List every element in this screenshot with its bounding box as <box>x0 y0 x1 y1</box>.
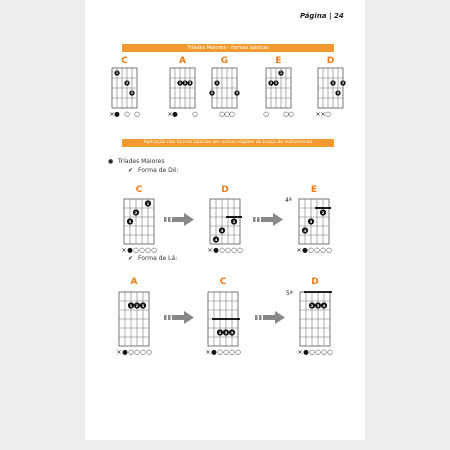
finger-number: 2 <box>269 81 273 86</box>
finger-number: 3 <box>274 81 278 86</box>
finger-number: 2 <box>341 81 345 86</box>
finger-number: 3 <box>316 302 320 308</box>
finger-number: 2 <box>232 218 236 224</box>
page-number: Página | 24 <box>300 12 344 20</box>
chord-name: C <box>121 56 128 66</box>
string-marker: ○ <box>229 348 235 356</box>
finger-number: 3 <box>309 218 313 224</box>
la-shape-label: Forma de Lá: <box>138 255 178 262</box>
chord-name: A <box>179 56 186 66</box>
string-marker: ○ <box>223 348 229 356</box>
bullet-icon: ● <box>108 158 114 165</box>
string-marker: ● <box>211 348 217 356</box>
finger-number: 3 <box>188 81 192 86</box>
string-marker: × <box>297 348 303 356</box>
string-marker: ○ <box>151 246 157 254</box>
finger-number: 1 <box>129 302 133 308</box>
section2-banner: Aplicação das formas básicas em outras regiões do braço do instrumento <box>122 139 334 147</box>
finger-number: 3 <box>235 91 239 96</box>
finger-number: 2 <box>310 302 314 308</box>
string-marker: ● <box>114 110 120 118</box>
chord-name: G <box>220 56 229 66</box>
string-marker: ● <box>172 110 178 118</box>
string-marker: ○ <box>321 348 327 356</box>
chord-name: D <box>311 277 319 287</box>
string-marker: ○ <box>237 246 243 254</box>
finger-number: 1 <box>215 81 219 86</box>
string-marker: ○ <box>235 348 241 356</box>
finger-number: 2 <box>135 302 139 308</box>
finger-number: 4 <box>303 227 307 233</box>
triads-label: Tríades Maiores <box>118 158 165 165</box>
finger-number: 3 <box>220 227 224 233</box>
string-marker: ○ <box>326 246 332 254</box>
finger-number: 2 <box>134 209 138 215</box>
finger-number: 4 <box>322 302 326 308</box>
string-marker: ○ <box>124 110 130 118</box>
string-marker: ○ <box>219 110 225 118</box>
chord-name: A <box>130 277 138 287</box>
string-marker: ○ <box>325 110 331 118</box>
string-marker: × <box>296 246 302 254</box>
fret-position-label: 4ª <box>285 197 292 204</box>
finger-number: 2 <box>218 329 222 335</box>
chord-name: D <box>326 56 335 66</box>
finger-number: 4 <box>230 329 234 335</box>
finger-number: 2 <box>125 81 129 86</box>
string-marker: ● <box>302 246 308 254</box>
string-marker: ● <box>303 348 309 356</box>
finger-number: 4 <box>214 236 218 242</box>
string-marker: ○ <box>134 110 140 118</box>
finger-number: 2 <box>183 81 187 86</box>
string-marker: ○ <box>308 246 314 254</box>
finger-number: 2 <box>210 91 214 96</box>
string-marker: ● <box>127 246 133 254</box>
check-icon: ✔ <box>128 255 134 262</box>
string-marker: ○ <box>134 348 140 356</box>
finger-number: 1 <box>115 71 119 76</box>
chord-name: E <box>310 185 318 195</box>
string-marker: × <box>116 348 122 356</box>
chord-name: C <box>219 277 227 287</box>
finger-number: 2 <box>321 209 325 215</box>
string-marker: ○ <box>309 348 315 356</box>
string-marker: ○ <box>231 246 237 254</box>
chord-name: C <box>135 185 143 195</box>
string-marker: ○ <box>146 348 152 356</box>
arrow-icon <box>253 213 283 226</box>
string-marker: ○ <box>217 348 223 356</box>
finger-number: 3 <box>130 91 134 96</box>
finger-number: 3 <box>141 302 145 308</box>
string-marker: ○ <box>219 246 225 254</box>
string-marker: ○ <box>314 246 320 254</box>
arrow-icon <box>164 311 194 324</box>
string-marker: ○ <box>263 110 269 118</box>
do-shape-label: Forma de Dó: <box>138 167 179 174</box>
finger-number: 1 <box>279 71 283 76</box>
fret-position-label: 5ª <box>286 290 293 297</box>
string-marker: × <box>109 110 115 118</box>
string-marker: ○ <box>224 110 230 118</box>
string-marker: × <box>121 246 127 254</box>
section1-banner: Tríades Maiores - formas básicas <box>122 44 334 52</box>
string-marker: × <box>205 348 211 356</box>
finger-number: 1 <box>331 81 335 86</box>
arrow-icon <box>255 311 285 324</box>
string-marker: ○ <box>128 348 134 356</box>
string-marker: ● <box>122 348 128 356</box>
string-marker: ○ <box>229 110 235 118</box>
string-marker: ○ <box>133 246 139 254</box>
string-marker: ○ <box>225 246 231 254</box>
string-marker: ○ <box>140 348 146 356</box>
string-marker: ○ <box>327 348 333 356</box>
string-marker: ○ <box>288 110 294 118</box>
finger-number: 3 <box>224 329 228 335</box>
check-icon: ✔ <box>128 167 134 174</box>
string-marker: ○ <box>192 110 198 118</box>
finger-number: 1 <box>178 81 182 86</box>
chord-name: D <box>221 185 229 195</box>
finger-number: 3 <box>128 218 132 224</box>
arrow-icon <box>164 213 194 226</box>
string-marker: × <box>320 110 326 118</box>
string-marker: ○ <box>145 246 151 254</box>
string-marker: × <box>167 110 173 118</box>
finger-number: 3 <box>336 91 340 96</box>
string-marker: × <box>207 246 213 254</box>
string-marker: ○ <box>283 110 289 118</box>
string-marker: ● <box>213 246 219 254</box>
chord-name: E <box>275 56 282 66</box>
finger-number: 1 <box>146 200 150 206</box>
string-marker: ○ <box>320 246 326 254</box>
string-marker: ○ <box>139 246 145 254</box>
string-marker: × <box>315 110 321 118</box>
string-marker: ○ <box>315 348 321 356</box>
